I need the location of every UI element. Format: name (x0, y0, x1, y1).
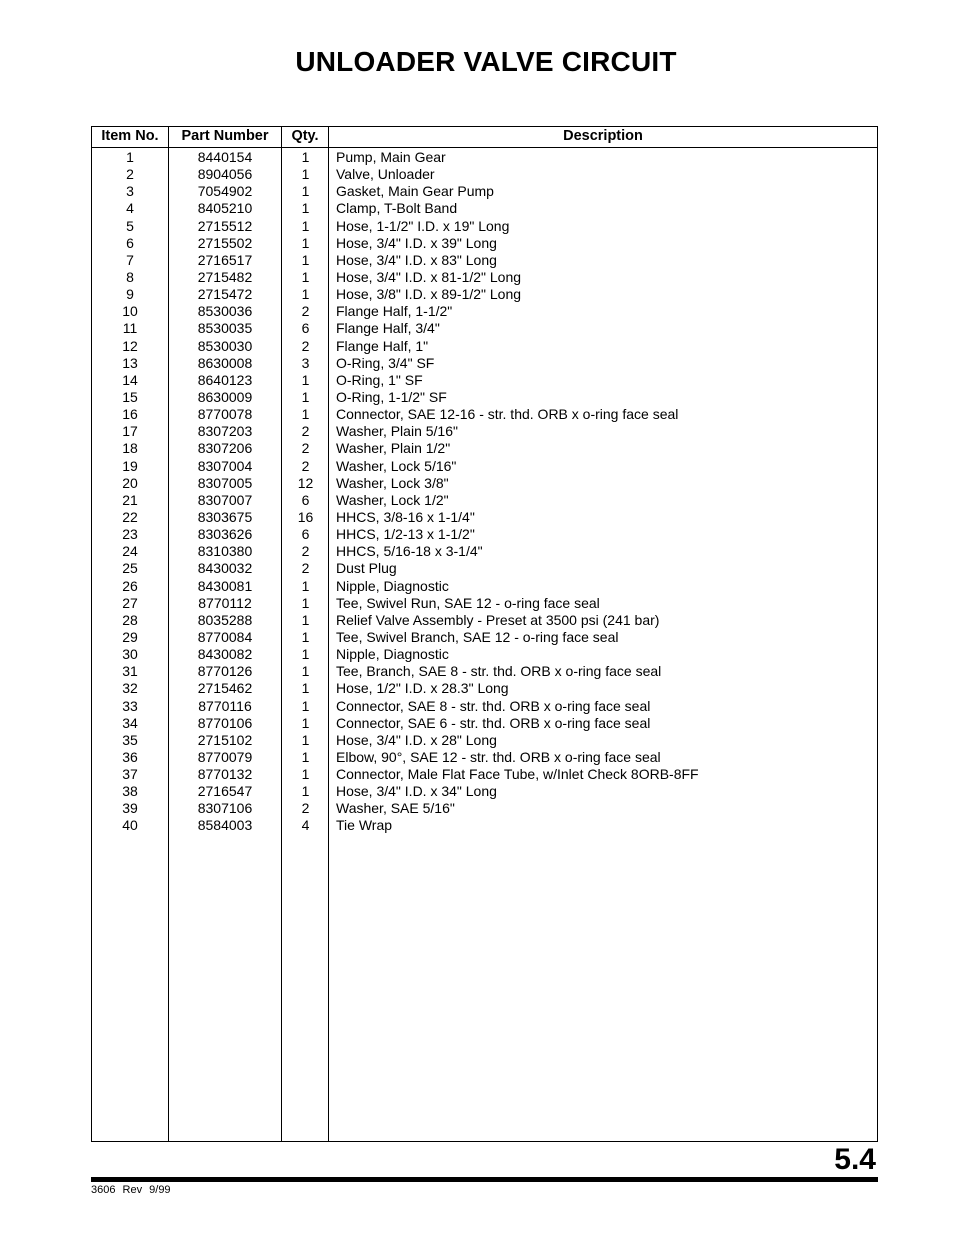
footer-rule (91, 1177, 878, 1182)
description-cell: Clamp, T-Bolt Band (336, 200, 458, 217)
part-number-cell: 2715102 (197, 731, 253, 748)
description-cell: Flange Half, 1-1/2" (336, 303, 453, 320)
table-row (92, 732, 877, 749)
part-number-cell: 8530030 (197, 337, 253, 354)
part-number-cell: 2716517 (197, 251, 253, 268)
item-number-cell: 8 (126, 268, 134, 285)
quantity-cell: 1 (301, 663, 310, 680)
item-number-cell: 10 (122, 303, 138, 320)
part-number-cell: 8430032 (197, 560, 253, 577)
quantity-cell: 1 (301, 628, 310, 645)
table-row (92, 526, 877, 543)
description-cell: Valve, Unloader (336, 166, 435, 183)
table-row (92, 612, 877, 629)
table-row (92, 595, 877, 612)
part-number-cell: 8770079 (197, 748, 253, 765)
table-row (92, 183, 877, 200)
footer-revision: 3606 Rev 9/99 (91, 1184, 171, 1196)
item-number-cell: 27 (122, 594, 138, 611)
item-number-cell: 4 (126, 200, 134, 217)
description-cell: Pump, Main Gear (336, 149, 446, 165)
table-row (92, 492, 877, 509)
description-cell: Flange Half, 1" (336, 337, 429, 354)
table-header-row (92, 127, 877, 148)
description-cell: O-Ring, 1" SF (336, 371, 423, 388)
part-number-cell: 8640123 (197, 371, 253, 388)
item-number-cell: 7 (126, 251, 134, 268)
part-number-cell: 8307004 (197, 457, 253, 474)
quantity-cell: 2 (301, 543, 310, 560)
table-row (92, 200, 877, 217)
table-row (92, 235, 877, 252)
description-cell: Relief Valve Assembly - Preset at 3500 psi (241 bar) (336, 611, 660, 628)
item-number-cell: 32 (122, 680, 138, 697)
description-cell: Hose, 3/4" I.D. x 34" Long (336, 783, 497, 800)
quantity-cell: 3 (301, 354, 310, 371)
quantity-cell: 1 (301, 251, 310, 268)
table-row (92, 715, 877, 732)
quantity-cell: 2 (301, 303, 310, 320)
part-number-cell: 8405210 (197, 200, 253, 217)
table-row (92, 440, 877, 457)
item-number-cell: 26 (122, 577, 138, 594)
item-number-cell: 20 (122, 474, 138, 491)
item-number-cell: 25 (122, 560, 138, 577)
quantity-cell: 1 (301, 149, 310, 165)
item-number-cell: 19 (122, 457, 138, 474)
description-cell: Hose, 3/4" I.D. x 81-1/2" Long (336, 268, 522, 285)
item-number-cell: 1 (126, 149, 134, 165)
part-number-cell: 8303626 (197, 526, 253, 543)
table-row (92, 646, 877, 663)
description-cell: O-Ring, 1-1/2" SF (336, 388, 447, 405)
quantity-cell: 1 (301, 166, 310, 183)
part-number-cell: 8770116 (198, 697, 252, 714)
item-number-cell: 18 (122, 440, 138, 457)
item-number-cell: 5 (126, 217, 134, 234)
part-number-cell: 2715472 (197, 286, 253, 303)
part-number-cell: 8303675 (197, 508, 253, 525)
table-row (92, 475, 877, 492)
part-number-cell: 8770112 (198, 594, 252, 611)
item-number-cell: 29 (122, 628, 138, 645)
part-number-cell: 8530035 (197, 320, 253, 337)
quantity-cell: 1 (301, 783, 310, 800)
part-number-cell: 8530036 (197, 303, 253, 320)
table-row (92, 149, 877, 166)
part-number-cell: 8430082 (197, 646, 253, 663)
description-cell: Hose, 3/4" I.D. x 28" Long (336, 731, 497, 748)
part-number-cell: 8430081 (197, 577, 253, 594)
description-cell: Elbow, 90°, SAE 12 - str. thd. ORB x o-ring face seal (336, 748, 661, 765)
table-row (92, 406, 877, 423)
item-number-cell: 2 (126, 166, 134, 183)
part-number-cell: 8307106 (197, 800, 253, 817)
item-number-cell: 11 (122, 320, 138, 337)
quantity-cell: 2 (301, 457, 310, 474)
part-number-cell: 8904056 (197, 166, 253, 183)
description-cell: O-Ring, 3/4" SF (336, 354, 435, 371)
item-number-cell: 23 (122, 526, 138, 543)
quantity-cell: 1 (301, 286, 310, 303)
header-description: Description (563, 128, 643, 144)
quantity-cell: 12 (297, 474, 314, 491)
description-cell: Hose, 1-1/2" I.D. x 19" Long (336, 217, 510, 234)
page-title: UNLOADER VALVE CIRCUIT (295, 46, 677, 77)
part-number-cell: 8440154 (197, 149, 253, 165)
item-number-cell: 34 (122, 714, 138, 731)
item-number-cell: 22 (122, 508, 138, 525)
quantity-cell: 1 (301, 680, 310, 697)
part-number-cell: 8307007 (197, 491, 253, 508)
table-row (92, 458, 877, 475)
item-number-cell: 13 (122, 354, 138, 371)
table-row (92, 338, 877, 355)
quantity-cell: 1 (301, 766, 310, 783)
quantity-cell: 6 (301, 320, 310, 337)
quantity-cell: 1 (301, 594, 310, 611)
description-cell: Tee, Branch, SAE 8 - str. thd. ORB x o-ring face seal (336, 663, 662, 680)
part-number-cell: 8307203 (197, 423, 253, 440)
part-number-cell: 8770126 (197, 663, 253, 680)
header-item-no: Item No. (101, 128, 159, 144)
part-number-cell: 8630008 (197, 354, 253, 371)
item-number-cell: 31 (122, 663, 138, 680)
quantity-cell: 1 (301, 388, 310, 405)
table-row (92, 543, 877, 560)
table-row (92, 698, 877, 715)
item-number-cell: 24 (122, 543, 138, 560)
quantity-cell: 1 (301, 611, 310, 628)
table-row (92, 629, 877, 646)
quantity-cell: 1 (301, 200, 310, 217)
description-cell: Dust Plug (336, 560, 397, 577)
item-number-cell: 12 (122, 337, 138, 354)
item-number-cell: 30 (122, 646, 138, 663)
item-number-cell: 17 (122, 423, 138, 440)
table-row (92, 372, 877, 389)
section-number: 5.4 (834, 1143, 876, 1176)
table-row (92, 560, 877, 577)
quantity-cell: 1 (301, 577, 310, 594)
description-cell: Nipple, Diagnostic (336, 646, 449, 663)
quantity-cell: 1 (301, 646, 310, 663)
item-number-cell: 37 (122, 766, 138, 783)
part-number-cell: 8770078 (197, 406, 253, 423)
quantity-cell: 1 (301, 268, 310, 285)
item-number-cell: 28 (122, 611, 138, 628)
table-row (92, 680, 877, 697)
description-cell: HHCS, 3/8-16 x 1-1/4" (336, 508, 475, 525)
header-part-number: Part Number (181, 128, 269, 144)
table-row (92, 509, 877, 526)
item-number-cell: 39 (122, 800, 138, 817)
quantity-cell: 2 (301, 337, 310, 354)
quantity-cell: 6 (301, 526, 310, 543)
item-number-cell: 38 (122, 783, 138, 800)
description-cell: HHCS, 1/2-13 x 1-1/2" (336, 526, 475, 543)
item-number-cell: 14 (122, 371, 138, 388)
table-row (92, 252, 877, 269)
quantity-cell: 1 (301, 183, 310, 200)
description-cell: Gasket, Main Gear Pump (336, 183, 494, 200)
item-number-cell: 6 (126, 234, 134, 251)
quantity-cell: 4 (301, 817, 310, 834)
header-qty: Qty. (291, 128, 319, 144)
part-number-cell: 2716547 (197, 783, 253, 800)
part-number-cell: 8584003 (197, 817, 253, 834)
part-number-cell: 2715512 (197, 217, 253, 234)
description-cell: Washer, Lock 5/16" (336, 457, 457, 474)
table-row (92, 663, 877, 680)
part-number-cell: 8770132 (197, 766, 253, 783)
table-row (92, 303, 877, 320)
description-cell: Connector, SAE 8 - str. thd. ORB x o-ring face seal (336, 697, 651, 714)
table-row (92, 423, 877, 440)
description-cell: Washer, Plain 1/2" (336, 440, 451, 457)
item-number-cell: 3 (126, 183, 134, 200)
quantity-cell: 1 (301, 714, 310, 731)
item-number-cell: 35 (122, 731, 138, 748)
table-row (92, 166, 877, 183)
quantity-cell: 1 (301, 748, 310, 765)
quantity-cell: 1 (301, 731, 310, 748)
item-number-cell: 36 (122, 748, 138, 765)
part-number-cell: 8307206 (197, 440, 253, 457)
description-cell: Connector, SAE 6 - str. thd. ORB x o-ring face seal (336, 714, 651, 731)
description-cell: Flange Half, 3/4" (336, 320, 440, 337)
quantity-cell: 2 (301, 560, 310, 577)
description-cell: Hose, 1/2" I.D. x 28.3" Long (336, 680, 509, 697)
description-cell: Washer, SAE 5/16" (336, 800, 455, 817)
quantity-cell: 2 (301, 423, 310, 440)
table-row (92, 286, 877, 303)
table-row (92, 389, 877, 406)
table-row (92, 749, 877, 766)
item-number-cell: 9 (126, 286, 134, 303)
description-cell: Tee, Swivel Branch, SAE 12 - o-ring face seal (336, 628, 619, 645)
table-row (92, 766, 877, 783)
description-cell: Nipple, Diagnostic (336, 577, 449, 594)
quantity-cell: 6 (301, 491, 310, 508)
table-row (92, 578, 877, 595)
part-number-cell: 8770084 (197, 628, 253, 645)
description-cell: Washer, Lock 1/2" (336, 491, 449, 508)
description-cell: HHCS, 5/16-18 x 3-1/4" (336, 543, 483, 560)
item-number-cell: 15 (122, 388, 138, 405)
part-number-cell: 2715482 (197, 268, 253, 285)
part-number-cell: 8307005 (197, 474, 253, 491)
quantity-cell: 2 (301, 800, 310, 817)
part-number-cell: 8310380 (197, 543, 253, 560)
description-cell: Washer, Lock 3/8" (336, 474, 449, 491)
item-number-cell: 21 (122, 491, 138, 508)
table-row (92, 355, 877, 372)
part-number-cell: 8630009 (197, 388, 253, 405)
table-row (92, 218, 877, 235)
table-row (92, 269, 877, 286)
quantity-cell: 1 (301, 406, 310, 423)
description-cell: Connector, Male Flat Face Tube, w/Inlet Check 8ORB-8FF (336, 766, 699, 783)
quantity-cell: 1 (301, 697, 310, 714)
table-body (92, 149, 877, 835)
quantity-cell: 1 (301, 371, 310, 388)
item-number-cell: 16 (122, 406, 138, 423)
description-cell: Hose, 3/4" I.D. x 83" Long (336, 251, 497, 268)
description-cell: Washer, Plain 5/16" (336, 423, 458, 440)
part-number-cell: 2715462 (197, 680, 253, 697)
description-cell: Tee, Swivel Run, SAE 12 - o-ring face seal (336, 594, 600, 611)
quantity-cell: 1 (301, 234, 310, 251)
description-cell: Hose, 3/8" I.D. x 89-1/2" Long (336, 286, 522, 303)
quantity-cell: 16 (297, 508, 314, 525)
part-number-cell: 2715502 (197, 234, 253, 251)
table-row (92, 320, 877, 337)
quantity-cell: 1 (301, 217, 310, 234)
parts-table (91, 126, 878, 1142)
table-row (92, 800, 877, 817)
part-number-cell: 7054902 (197, 183, 253, 200)
table-row (92, 783, 877, 800)
quantity-cell: 2 (301, 440, 310, 457)
table-row (92, 817, 877, 834)
part-number-cell: 8770106 (197, 714, 253, 731)
item-number-cell: 33 (122, 697, 138, 714)
description-cell: Connector, SAE 12-16 - str. thd. ORB x o-ring face seal (336, 406, 679, 423)
description-cell: Hose, 3/4" I.D. x 39" Long (336, 234, 497, 251)
item-number-cell: 40 (122, 817, 138, 834)
description-cell: Tie Wrap (336, 817, 393, 834)
part-number-cell: 8035288 (197, 611, 253, 628)
